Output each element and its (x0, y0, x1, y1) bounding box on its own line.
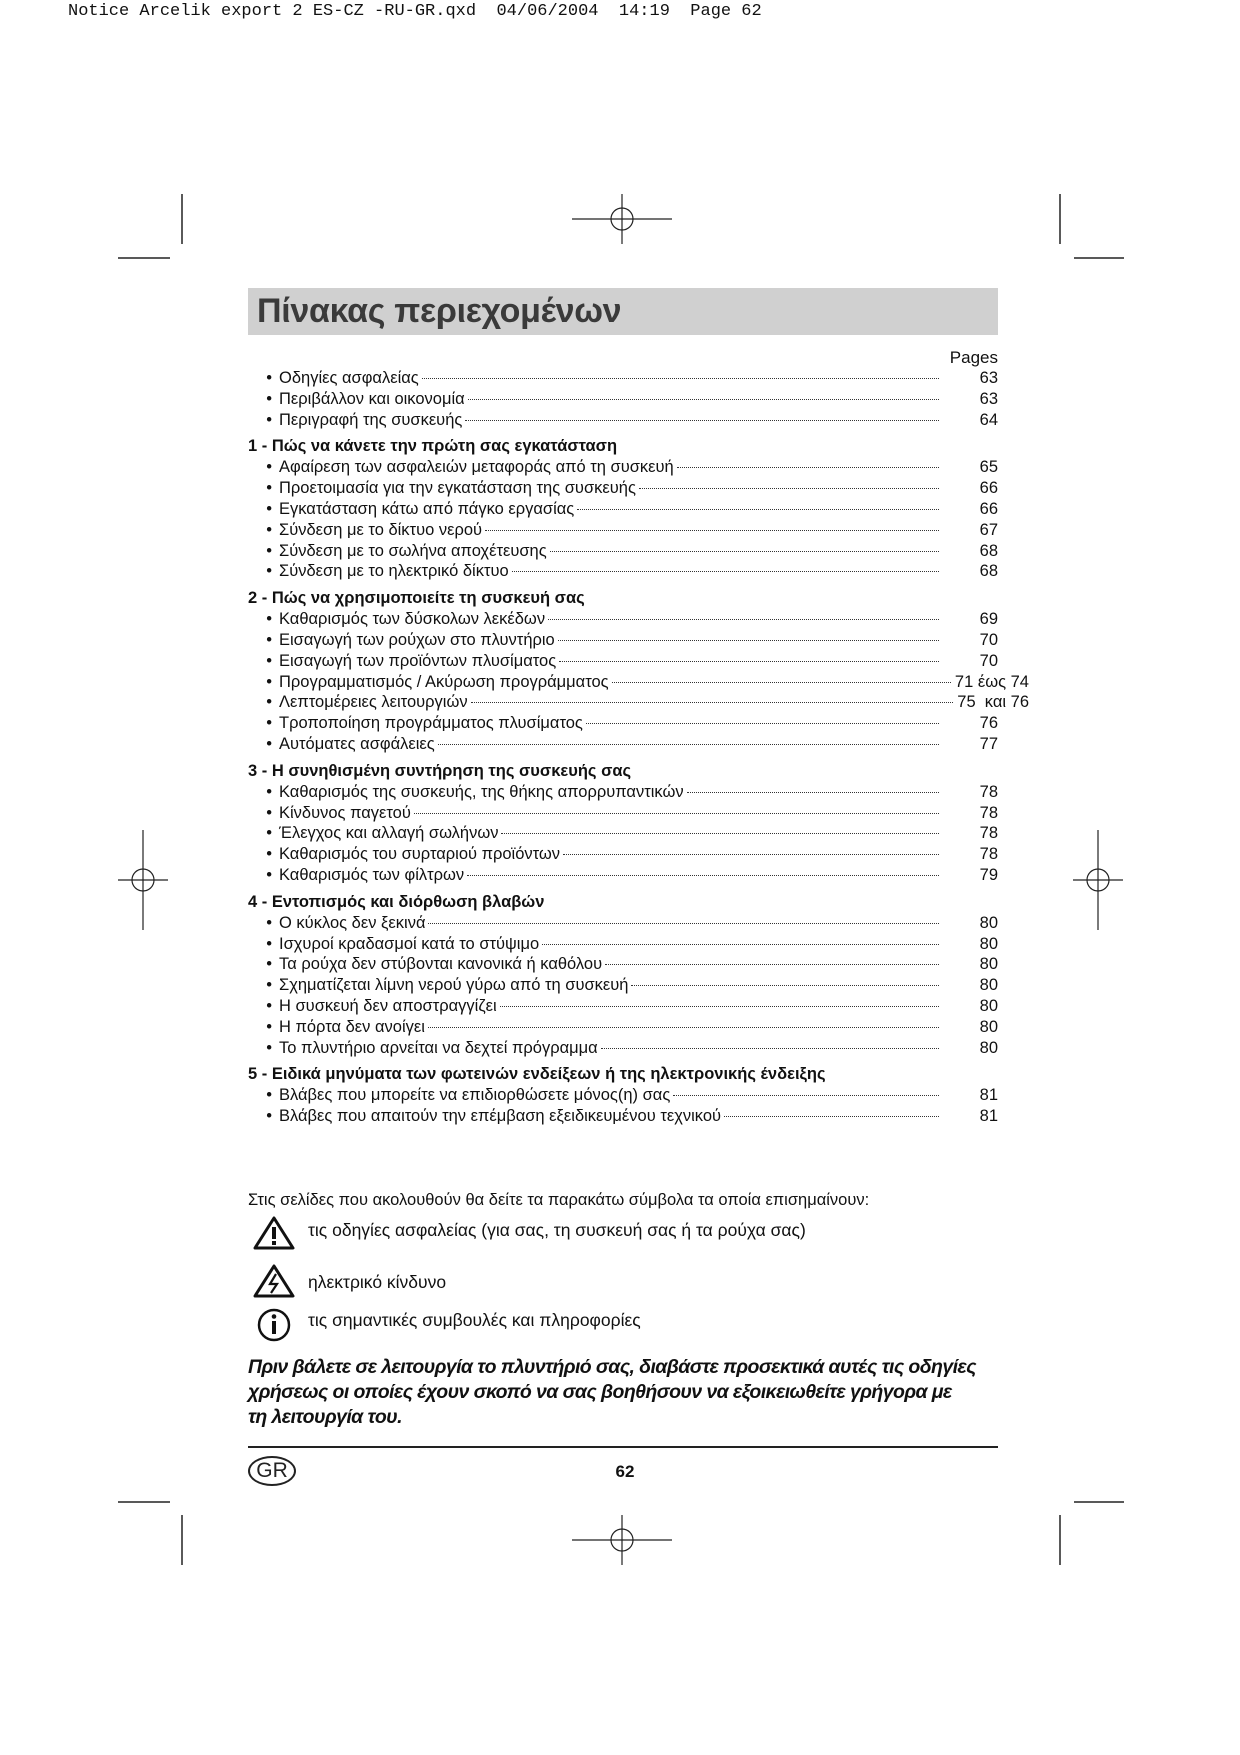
toc-entry (248, 783, 998, 804)
symbol-text-safety: τις οδηγίες ασφαλείας (για σας, τη συσκευή σας ή τα ρούχα σας) (308, 1220, 806, 1240)
toc-entry (248, 479, 998, 500)
toc-entry-label: Προετοιμασία για την εγκατάσταση της συσκευής (279, 479, 636, 498)
warning-triangle-icon (253, 1216, 295, 1250)
toc-entry (248, 935, 998, 956)
bullet-icon: • (266, 996, 272, 1015)
toc-entry (248, 976, 998, 997)
bullet-icon: • (266, 824, 272, 843)
toc-entry-label: Αφαίρεση των ασφαλειών μεταφοράς από τη συσκευή (279, 458, 674, 477)
toc-entry-label: Το πλυντήριο αρνείται να δεχτεί πρόγραμμα (279, 1038, 598, 1057)
dot-leader (468, 399, 939, 400)
toc-entry-label: Σύνδεση με το σωλήνα αποχέτευσης (279, 541, 547, 560)
toc-entry-label: Ισχυροί κραδασμοί κατά το στύψιμο (279, 934, 540, 953)
dot-leader (601, 1048, 939, 1049)
toc-section-title: 1 - Πώς να κάνετε την πρώτη σας εγκατάσταση (248, 437, 618, 456)
toc-entry (248, 631, 998, 652)
dot-leader (586, 723, 939, 724)
toc-entry (248, 845, 998, 866)
toc-entry (248, 652, 998, 673)
dot-leader (577, 509, 939, 510)
toc-entry (248, 1018, 998, 1039)
dot-leader (548, 619, 939, 620)
toc-entry-page: 67 (979, 520, 998, 539)
bullet-icon: • (266, 693, 272, 712)
toc-entry-label: Καθαρισμός του συρταριού προϊόντων (279, 845, 561, 864)
bullet-icon: • (266, 955, 272, 974)
dot-leader (673, 1095, 939, 1096)
toc-entry-page: 75 και 76 (957, 693, 1029, 712)
toc-entry-label: Κίνδυνος παγετού (279, 803, 411, 822)
bullet-icon: • (266, 1038, 272, 1057)
closing-line: τη λειτουργία του. (248, 1406, 402, 1428)
symbol-text-info: τις σημαντικές συμβουλές και πληροφορίες (308, 1310, 641, 1330)
bullet-icon: • (266, 369, 272, 387)
toc-section-title: 5 - Ειδικά μηνύματα των φωτεινών ενδείξεων ή της ηλεκτρονικής ένδειξης (248, 1065, 826, 1084)
toc-entry-label: Αυτόματες ασφάλειες (279, 734, 435, 753)
toc-entry-label: Λεπτομέρειες λειτουργιών (279, 693, 468, 712)
symbols-intro: Στις σελίδες που ακολουθούν θα δείτε τα παρακάτω σύμβολα τα οποία επισημαίνουν: (248, 1191, 870, 1209)
toc-entry-label: Τροποποίηση προγράμματος πλυσίματος (279, 714, 583, 733)
dot-leader (612, 682, 951, 683)
bullet-icon: • (266, 976, 272, 995)
bullet-icon: • (266, 913, 272, 932)
toc-entry (248, 735, 998, 756)
toc-entry-page: 70 (979, 651, 998, 670)
toc-entry-page: 70 (979, 630, 998, 649)
toc-entry-label: Περιγραφή της συσκευής (279, 410, 463, 429)
page-title: Πίνακας περιεχομένων (257, 292, 622, 330)
toc-entry-label: Περιβάλλον και οικονομία (279, 389, 465, 408)
toc-entry-label: Η πόρτα δεν ανοίγει (279, 1017, 425, 1036)
toc-entry-page: 80 (979, 913, 998, 932)
dot-leader (542, 944, 939, 945)
bullet-icon: • (266, 734, 272, 753)
dot-leader (422, 378, 939, 379)
toc-entry-page: 69 (979, 610, 998, 629)
toc-entry-label: Καθαρισμός των δύσκολων λεκέδων (279, 610, 546, 629)
closing-line: χρήσεως οι οποίες έχουν σκοπό να σας βοηθήσουν να εξοικειωθείτε γρήγορα με (248, 1381, 952, 1403)
toc-entry-label: Εισαγωγή των προϊόντων πλυσίματος (279, 651, 557, 670)
toc-entry-page: 78 (979, 803, 998, 822)
toc-entry-label: Εγκατάσταση κάτω από πάγκο εργασίας (279, 499, 575, 518)
toc-entry (248, 693, 1029, 714)
toc-entry-label: Οδηγίες ασφαλείας (279, 369, 419, 387)
bullet-icon: • (266, 610, 272, 629)
toc-entry-page: 80 (979, 1038, 998, 1057)
bullet-icon: • (266, 1086, 272, 1105)
footer-divider (248, 1446, 998, 1448)
dot-leader (471, 702, 954, 703)
toc-entry (248, 914, 998, 935)
toc-entry-page: 64 (979, 410, 998, 429)
toc-entry (248, 866, 998, 887)
toc-entry-page: 63 (979, 389, 998, 408)
toc-section-title: 2 - Πώς να χρησιμοποιείτε τη συσκευή σας (248, 589, 585, 608)
dot-leader (687, 792, 939, 793)
toc-entry-page: 80 (979, 955, 998, 974)
toc-entry-page: 78 (979, 782, 998, 801)
bullet-icon: • (266, 865, 272, 884)
bullet-icon: • (266, 782, 272, 801)
bullet-icon: • (266, 499, 272, 518)
toc-entry-page: 81 (979, 1107, 998, 1126)
toc-entry (248, 1107, 998, 1128)
toc-section-title: 3 - Η συνηθισμένη συντήρηση της συσκευής σας (248, 761, 632, 780)
bullet-icon: • (266, 803, 272, 822)
bullet-icon: • (266, 714, 272, 733)
dot-leader (639, 488, 939, 489)
toc-entry-page: 76 (979, 714, 998, 733)
closing-line: Πριν βάλετε σε λειτουργία το πλυντήριό σας, διαβάστε προσεκτικά αυτές τις οδηγίες (248, 1356, 976, 1378)
bullet-icon: • (266, 1017, 272, 1036)
toc-entry-label: Καθαρισμός των φίλτρων (279, 865, 465, 884)
print-slug: Notice Arcelik export 2 ES-CZ -RU-GR.qxd 04/06/2004 14:19 Page 62 (68, 2, 762, 21)
toc-entry-page: 80 (979, 1017, 998, 1036)
toc-entry (248, 824, 998, 845)
bullet-icon: • (266, 630, 272, 649)
closing-paragraph (248, 1355, 1008, 1430)
toc-entry-page: 66 (979, 479, 998, 498)
toc-entry-page: 71 έως 74 (954, 672, 1029, 691)
toc-entry-label: Εισαγωγή των ρούχων στο πλυντήριο (279, 630, 555, 649)
bullet-icon: • (266, 672, 272, 691)
toc-entry-label: Βλάβες που απαιτούν την επέμβαση εξειδικευμένου τεχνικού (279, 1107, 722, 1126)
dot-leader (500, 1006, 939, 1007)
bullet-icon: • (266, 845, 272, 864)
info-circle-icon (253, 1308, 295, 1342)
toc-entry (248, 714, 998, 735)
toc-entry (248, 500, 998, 521)
toc-entry (248, 610, 998, 631)
toc-entry-label: Η συσκευή δεν αποστραγγίζει (279, 996, 497, 1015)
bullet-icon: • (266, 651, 272, 670)
title-band (248, 288, 998, 335)
bullet-icon: • (266, 520, 272, 539)
bullet-icon: • (266, 389, 272, 408)
registration-mark-left (118, 830, 168, 930)
toc-entry-label: Σύνδεση με το ηλεκτρικό δίκτυο (279, 562, 509, 581)
dot-leader (559, 661, 939, 662)
toc-entry (248, 562, 998, 583)
dot-leader (724, 1116, 939, 1117)
dot-leader (677, 467, 939, 468)
table-of-contents (248, 348, 1029, 1128)
toc-entry-page: 80 (979, 976, 998, 995)
dot-leader (550, 551, 939, 552)
dot-leader (414, 813, 939, 814)
dot-leader (467, 875, 939, 876)
toc-entry (248, 955, 998, 976)
page-number: 62 (615, 1462, 635, 1481)
bullet-icon: • (266, 562, 272, 581)
toc-entry (248, 521, 998, 542)
toc-entry-page: 81 (979, 1086, 998, 1105)
country-badge: GR (248, 1456, 296, 1486)
toc-entry-page: 66 (979, 499, 998, 518)
toc-entry (248, 997, 998, 1018)
bullet-icon: • (266, 458, 272, 477)
toc-entry (248, 804, 998, 825)
registration-mark-right (1073, 830, 1123, 930)
dot-leader (605, 964, 939, 965)
toc-entry (248, 458, 998, 479)
toc-entry-page: 68 (979, 562, 998, 581)
dot-leader (428, 1027, 939, 1028)
bullet-icon: • (266, 479, 272, 498)
registration-mark-top (572, 194, 672, 244)
dot-leader (558, 640, 939, 641)
dot-leader (428, 923, 939, 924)
symbol-text-electric: ηλεκτρικό κίνδυνο (308, 1272, 447, 1292)
toc-entry-page: 65 (979, 458, 998, 477)
toc-entry-label: Καθαρισμός της συσκευής, της θήκης απορρυπαντικών (279, 782, 684, 801)
dot-leader (465, 420, 939, 421)
toc-entry-label: Ο κύκλος δεν ξεκινά (279, 913, 426, 932)
toc-entry-label: Βλάβες που μπορείτε να επιδιορθώσετε μόνος(η) σας (279, 1086, 671, 1105)
electric-hazard-icon (253, 1264, 295, 1298)
dot-leader (563, 854, 939, 855)
dot-leader (631, 985, 939, 986)
toc-entry-page: 79 (979, 865, 998, 884)
toc-entry-label: Έλεγχος και αλλαγή σωλήνων (279, 824, 499, 843)
toc-entry-page: 63 (979, 369, 998, 387)
bullet-icon: • (266, 934, 272, 953)
pages-column-header: Pages (949, 348, 998, 367)
toc-entry (248, 1039, 998, 1060)
dot-leader (485, 530, 939, 531)
dot-leader (512, 571, 939, 572)
toc-entry-label: Σχηματίζεται λίμνη νερού γύρω από τη συσκευή (279, 976, 629, 995)
toc-entry (248, 1086, 998, 1107)
toc-entry (248, 411, 998, 432)
toc-entry-page: 78 (979, 824, 998, 843)
bullet-icon: • (266, 410, 272, 429)
toc-entry-label: Τα ρούχα δεν στύβονται κανονικά ή καθόλου (279, 955, 603, 974)
toc-entry-page: 77 (979, 734, 998, 753)
dot-leader (438, 744, 939, 745)
toc-entry-label: Σύνδεση με το δίκτυο νερού (279, 520, 483, 539)
dot-leader (501, 833, 939, 834)
toc-entry-page: 80 (979, 934, 998, 953)
toc-entry-page: 80 (979, 996, 998, 1015)
toc-entry (248, 390, 998, 411)
bullet-icon: • (266, 541, 272, 560)
toc-entry-page: 78 (979, 845, 998, 864)
bullet-icon: • (266, 1107, 272, 1126)
toc-entry-page: 68 (979, 541, 998, 560)
toc-section-title: 4 - Εντοπισμός και διόρθωση βλαβών (248, 892, 545, 911)
toc-entry (248, 542, 998, 563)
toc-entry (248, 369, 998, 390)
toc-entry-label: Προγραμματισμός / Ακύρωση προγράμματος (279, 672, 609, 691)
toc-entry (248, 672, 1029, 694)
registration-mark-bottom (572, 1515, 672, 1565)
